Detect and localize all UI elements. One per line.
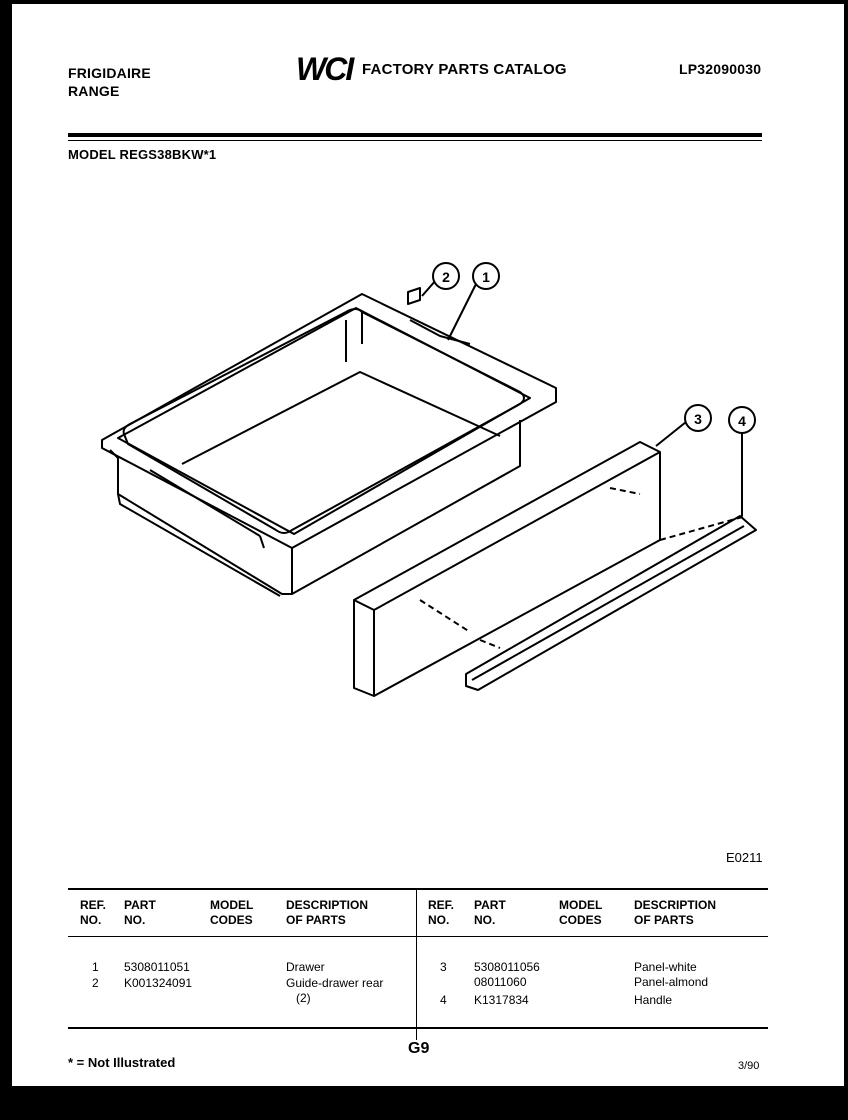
callout-3-label: 3 bbox=[694, 411, 702, 427]
row4-part: K1317834 bbox=[474, 993, 529, 1007]
drawer-part bbox=[102, 288, 556, 596]
row3-desc: Panel-white bbox=[634, 960, 697, 974]
handle-part bbox=[466, 516, 756, 690]
callout-2 bbox=[422, 263, 459, 296]
header-ref-line2: NO. bbox=[80, 913, 102, 927]
header-ref-line1: REF. bbox=[80, 898, 107, 912]
product-type: RANGE bbox=[68, 83, 120, 99]
header-description-right bbox=[634, 898, 716, 928]
row3-part: 5308011056 bbox=[474, 960, 540, 974]
table-header-rule bbox=[68, 936, 768, 937]
footnote: * = Not Illustrated bbox=[68, 1055, 176, 1070]
header-desc-line1-right: DESCRIPTION bbox=[634, 898, 717, 912]
header-desc-line2: OF PARTS bbox=[286, 913, 346, 927]
brand-name: FRIGIDAIRE bbox=[68, 65, 151, 81]
date-code: 3/90 bbox=[738, 1060, 760, 1072]
header-part-no bbox=[124, 898, 156, 928]
header-ref-no-right bbox=[428, 898, 454, 928]
row2-ref: 2 bbox=[92, 976, 99, 990]
row4-desc: Handle bbox=[634, 993, 673, 1007]
model-label: MODEL REGS38BKW*1 bbox=[68, 147, 217, 162]
callout-1-label: 1 bbox=[482, 269, 490, 285]
callout-4-label: 4 bbox=[738, 413, 746, 429]
scan-border-bottom bbox=[0, 1086, 848, 1120]
header-part-no-right bbox=[474, 898, 506, 928]
row3-part-alt: 08011060 bbox=[474, 975, 527, 989]
callout-2-label: 2 bbox=[442, 269, 450, 285]
header-part-line2-right: NO. bbox=[474, 913, 496, 927]
header-part-line1: PART bbox=[124, 898, 156, 912]
table-bottom-rule bbox=[68, 1027, 768, 1029]
row1-part: 5308011051 bbox=[124, 960, 190, 974]
header-desc-line2-right: OF PARTS bbox=[634, 913, 694, 927]
row1-ref: 1 bbox=[92, 960, 99, 974]
header-model-codes-right bbox=[559, 898, 602, 928]
header-ref-line1-right: REF. bbox=[428, 898, 455, 912]
catalog-title: FACTORY PARTS CATALOG bbox=[362, 61, 567, 78]
header-description bbox=[286, 898, 368, 928]
header-ref-no bbox=[80, 898, 106, 928]
row4-ref: 4 bbox=[440, 993, 447, 1007]
header-ref-line2-right: NO. bbox=[428, 913, 450, 927]
row2-part: K001324091 bbox=[124, 976, 193, 990]
header-desc-line1: DESCRIPTION bbox=[286, 898, 369, 912]
row2-desc-qty: (2) bbox=[296, 991, 311, 1005]
header-model-codes bbox=[210, 898, 253, 928]
header-model-line1-right: MODEL bbox=[559, 898, 603, 912]
row1-desc: Drawer bbox=[286, 960, 325, 974]
header-model-line2: CODES bbox=[210, 913, 253, 927]
row2-desc: Guide-drawer rear bbox=[286, 976, 384, 990]
header-part-line2: NO. bbox=[124, 913, 146, 927]
catalog-number: LP32090030 bbox=[679, 61, 762, 77]
header-model-line1: MODEL bbox=[210, 898, 254, 912]
table-column-divider bbox=[416, 890, 417, 1040]
page-code: G9 bbox=[408, 1040, 430, 1057]
row3-ref: 3 bbox=[440, 960, 447, 974]
row3-desc-alt: Panel-almond bbox=[634, 975, 709, 989]
table-top-rule bbox=[68, 888, 768, 890]
callout-4 bbox=[729, 407, 755, 516]
header-part-line1-right: PART bbox=[474, 898, 506, 912]
callout-3 bbox=[656, 405, 711, 446]
logo-text: WCI bbox=[296, 52, 353, 84]
figure-code: E0211 bbox=[726, 850, 763, 865]
header-model-line2-right: CODES bbox=[559, 913, 602, 927]
